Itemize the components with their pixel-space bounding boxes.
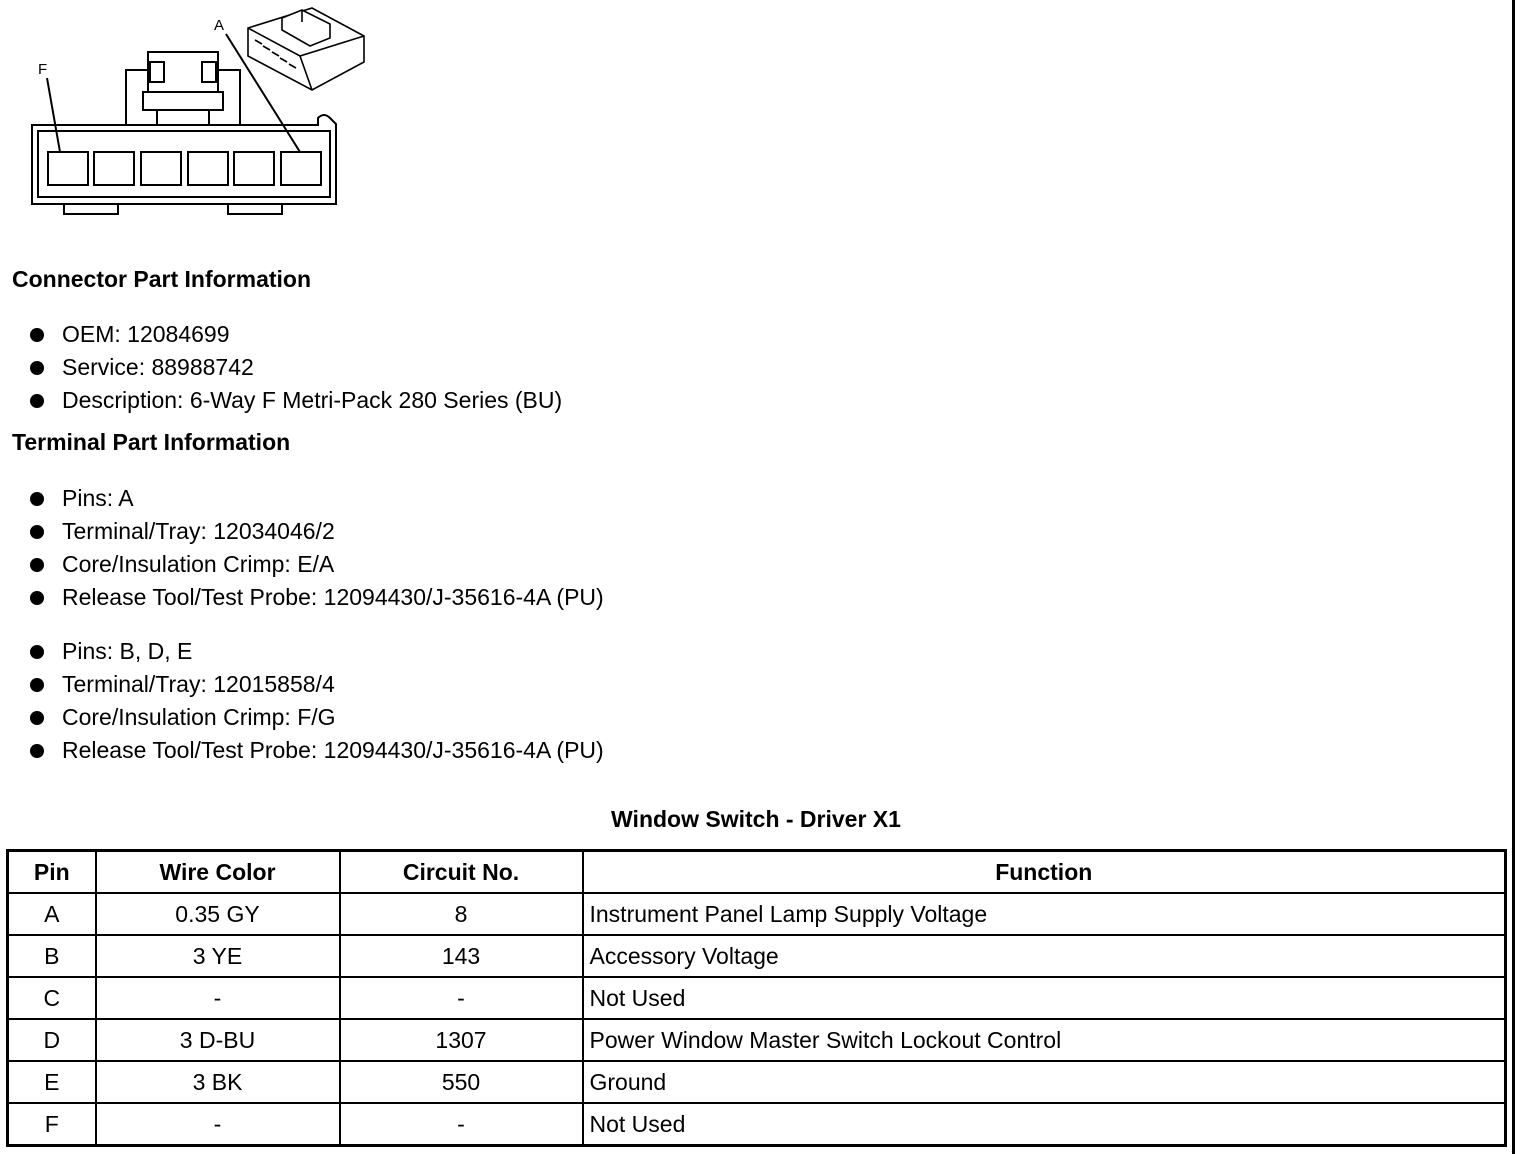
cell-wire-color: 0.35 GY	[96, 893, 340, 935]
column-header-circuit-no: Circuit No.	[340, 851, 583, 894]
table-row	[8, 1019, 1506, 1061]
bullet-icon	[30, 492, 44, 506]
bullet-icon	[30, 645, 44, 659]
connector-info-list	[28, 318, 562, 417]
list-item: Release Tool/Test Probe: 12094430/J-35616-4A (PU)	[28, 581, 604, 614]
bullet-icon	[30, 744, 44, 758]
cell-pin: D	[8, 1019, 96, 1061]
terminal-group-1	[28, 482, 604, 614]
list-item: Pins: B, D, E	[28, 635, 604, 668]
list-item: Core/Insulation Crimp: E/A	[28, 548, 604, 581]
cavity-c	[188, 152, 228, 185]
cell-function: Instrument Panel Lamp Supply Voltage	[583, 893, 1506, 935]
table-row	[8, 893, 1506, 935]
cavity-b	[234, 152, 274, 185]
terminal-info-heading: Terminal Part Information	[12, 429, 291, 455]
cell-circuit: 550	[340, 1061, 583, 1103]
pinout-table	[6, 849, 1507, 1147]
cell-function: Accessory Voltage	[583, 935, 1506, 977]
bullet-icon	[30, 711, 44, 725]
connector-diagram	[0, 0, 380, 230]
list-item: Terminal/Tray: 12034046/2	[28, 515, 604, 548]
cell-pin: C	[8, 977, 96, 1019]
table-header-row	[8, 851, 1506, 894]
table-row	[8, 1061, 1506, 1103]
bullet-icon	[30, 678, 44, 692]
diagram-label-a: A	[214, 17, 225, 34]
cell-pin: E	[8, 1061, 96, 1103]
column-header-wire-color: Wire Color	[96, 851, 340, 894]
cell-function: Not Used	[583, 977, 1506, 1019]
table-row	[8, 977, 1506, 1019]
table-row	[8, 1103, 1506, 1146]
cavity-e	[94, 152, 134, 185]
list-item: Release Tool/Test Probe: 12094430/J-35616-4A (PU)	[28, 734, 604, 767]
cavity-f	[48, 152, 88, 185]
column-header-function: Function	[583, 851, 1506, 894]
cell-circuit: 1307	[340, 1019, 583, 1061]
cell-wire-color: 3 YE	[96, 935, 340, 977]
bullet-icon	[30, 525, 44, 539]
cell-wire-color: -	[96, 1103, 340, 1146]
cell-pin: A	[8, 893, 96, 935]
cell-circuit: 143	[340, 935, 583, 977]
cell-function: Ground	[583, 1061, 1506, 1103]
connector-info-heading: Connector Part Information	[12, 266, 312, 292]
cell-circuit: -	[340, 1103, 583, 1146]
cell-function: Power Window Master Switch Lockout Control	[583, 1019, 1506, 1061]
column-header-pin: Pin	[8, 851, 96, 894]
cavity-a	[281, 152, 321, 185]
bullet-icon	[30, 328, 44, 342]
list-item: Pins: A	[28, 482, 604, 515]
list-item: Core/Insulation Crimp: F/G	[28, 701, 604, 734]
cell-pin: B	[8, 935, 96, 977]
cell-wire-color: -	[96, 977, 340, 1019]
page-right-border	[1512, 0, 1515, 1154]
list-item: OEM: 12084699	[28, 318, 562, 351]
table-title: Window Switch - Driver X1	[611, 806, 901, 832]
cell-circuit: -	[340, 977, 583, 1019]
cell-circuit: 8	[340, 893, 583, 935]
bullet-icon	[30, 591, 44, 605]
cell-wire-color: 3 BK	[96, 1061, 340, 1103]
table-row	[8, 935, 1506, 977]
list-item: Description: 6-Way F Metri-Pack 280 Series (BU)	[28, 384, 562, 417]
bullet-icon	[30, 361, 44, 375]
bullet-icon	[30, 558, 44, 572]
cell-wire-color: 3 D-BU	[96, 1019, 340, 1061]
cavity-d	[141, 152, 181, 185]
list-item: Terminal/Tray: 12015858/4	[28, 668, 604, 701]
list-item: Service: 88988742	[28, 351, 562, 384]
terminal-group-2	[28, 635, 604, 767]
cell-function: Not Used	[583, 1103, 1506, 1146]
diagram-label-f: F	[38, 61, 48, 78]
bullet-icon	[30, 394, 44, 408]
cell-pin: F	[8, 1103, 96, 1146]
